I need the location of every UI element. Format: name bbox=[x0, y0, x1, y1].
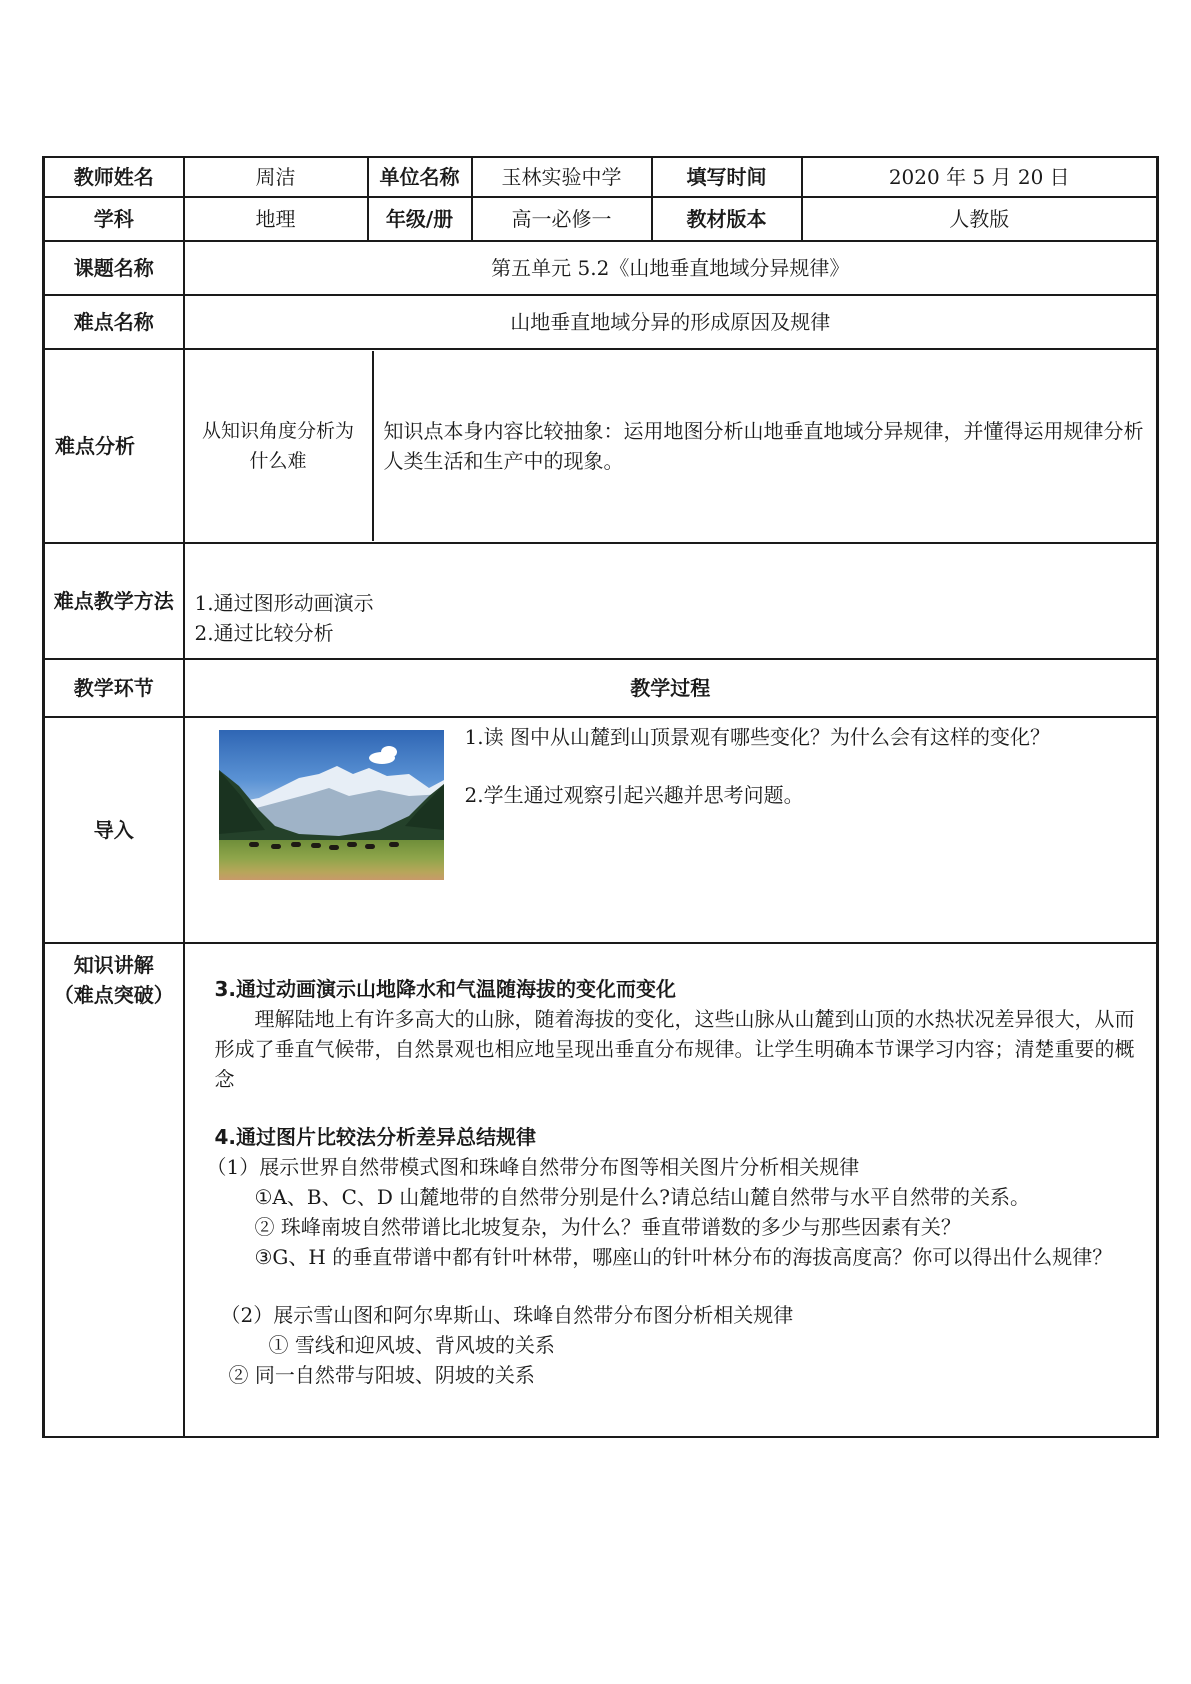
lesson-plan-table bbox=[42, 156, 1159, 1438]
unit-label: 单位名称 bbox=[368, 157, 472, 197]
topic-label: 课题名称 bbox=[44, 241, 184, 295]
unit-value: 玉林实验中学 bbox=[472, 157, 652, 197]
section4-title: 4.通过图片比较法分析差异总结规律 bbox=[214, 1125, 537, 1149]
topic-value: 第五单元 5.2《山地垂直地域分异规律》 bbox=[184, 241, 1158, 295]
grade-value: 高一必修一 bbox=[472, 197, 652, 241]
mountain-landscape-image bbox=[219, 730, 444, 880]
part2-question: ② 同一自然带与阳坡、阴坡的关系 bbox=[228, 1363, 535, 1387]
date-value: 2020 年 5 月 20 日 bbox=[802, 157, 1158, 197]
textbook-value: 人教版 bbox=[802, 197, 1158, 241]
grade-label: 年级/册 bbox=[368, 197, 472, 241]
part1-question: ③G、H 的垂直带谱中都有针叶林带，哪座山的针叶林分布的海拔高度高？你可以得出什么规律？ bbox=[254, 1245, 1113, 1269]
row-difficulty bbox=[44, 295, 1158, 349]
intro-questions bbox=[465, 722, 1145, 810]
knowledge-label-line1: 知识讲解 bbox=[73, 953, 154, 977]
method-list bbox=[184, 543, 1158, 659]
teacher-label: 教师姓名 bbox=[44, 157, 184, 197]
teacher-value: 周洁 bbox=[184, 157, 368, 197]
textbook-label: 教材版本 bbox=[652, 197, 802, 241]
row-analysis bbox=[44, 349, 1158, 543]
intro-label: 导入 bbox=[44, 717, 184, 943]
difficulty-label: 难点名称 bbox=[44, 295, 184, 349]
part2-question: ① 雪线和迎风坡、背风坡的关系 bbox=[268, 1333, 555, 1357]
intro-body bbox=[184, 717, 1158, 943]
section3-title: 3.通过动画演示山地降水和气温随海拔的变化而变化 bbox=[214, 977, 677, 1001]
part1-question: ② 珠峰南坡自然带谱比北坡复杂，为什么？垂直带谱数的多少与那些因素有关？ bbox=[254, 1215, 961, 1239]
method-label: 难点教学方法 bbox=[44, 543, 184, 659]
difficulty-value: 山地垂直地域分异的形成原因及规律 bbox=[184, 295, 1158, 349]
row-subject bbox=[44, 197, 1158, 241]
process-stage-label: 教学环节 bbox=[44, 659, 184, 717]
method-item: 2.通过比较分析 bbox=[194, 621, 334, 645]
part2-title: （2）展示雪山图和阿尔卑斯山、珠峰自然带分布图分析相关规律 bbox=[220, 1303, 794, 1327]
row-teacher bbox=[44, 157, 1158, 197]
section3-body: 理解陆地上有许多高大的山脉，随着海拔的变化，这些山脉从山麓到山顶的水热状况差异很大，从而形成了垂直气候带，自然景观也相应地呈现出垂直分布规律。让学生明确本节课学习内容；清楚重要的概念 bbox=[214, 1007, 1135, 1091]
lesson-plan-form bbox=[42, 156, 1156, 1438]
analysis-inner bbox=[185, 351, 1157, 541]
subject-label: 学科 bbox=[44, 197, 184, 241]
row-process-header bbox=[44, 659, 1158, 717]
knowledge-label-line2: （难点突破） bbox=[53, 983, 174, 1007]
row-topic bbox=[44, 241, 1158, 295]
subject-value: 地理 bbox=[184, 197, 368, 241]
part1-title: （1）展示世界自然带模式图和珠峰自然带分布图等相关图片分析相关规律 bbox=[206, 1155, 860, 1179]
row-intro bbox=[44, 717, 1158, 943]
process-value-label: 教学过程 bbox=[184, 659, 1158, 717]
intro-item: 2.学生通过观察引起兴趣并思考问题。 bbox=[464, 783, 804, 807]
analysis-sub-label: 从知识角度分析为什么难 bbox=[185, 351, 373, 541]
analysis-text: 知识点本身内容比较抽象：运用地图分析山地垂直地域分异规律，并懂得运用规律分析人类生活和生产中的现象。 bbox=[383, 419, 1144, 473]
method-item: 1.通过图形动画演示 bbox=[194, 591, 374, 615]
knowledge-label bbox=[44, 943, 184, 1437]
date-label: 填写时间 bbox=[652, 157, 802, 197]
part1-question: ①A、B、C、D 山麓地带的自然带分别是什么?请总结山麓自然带与水平自然带的关系。 bbox=[254, 1185, 1030, 1209]
analysis-body bbox=[184, 349, 1158, 543]
intro-item: 1.读 图中从山麓到山顶景观有哪些变化？为什么会有这样的变化？ bbox=[464, 725, 1050, 749]
row-method bbox=[44, 543, 1158, 659]
analysis-label: 难点分析 bbox=[44, 349, 184, 543]
knowledge-body bbox=[184, 943, 1158, 1437]
row-knowledge bbox=[44, 943, 1158, 1437]
